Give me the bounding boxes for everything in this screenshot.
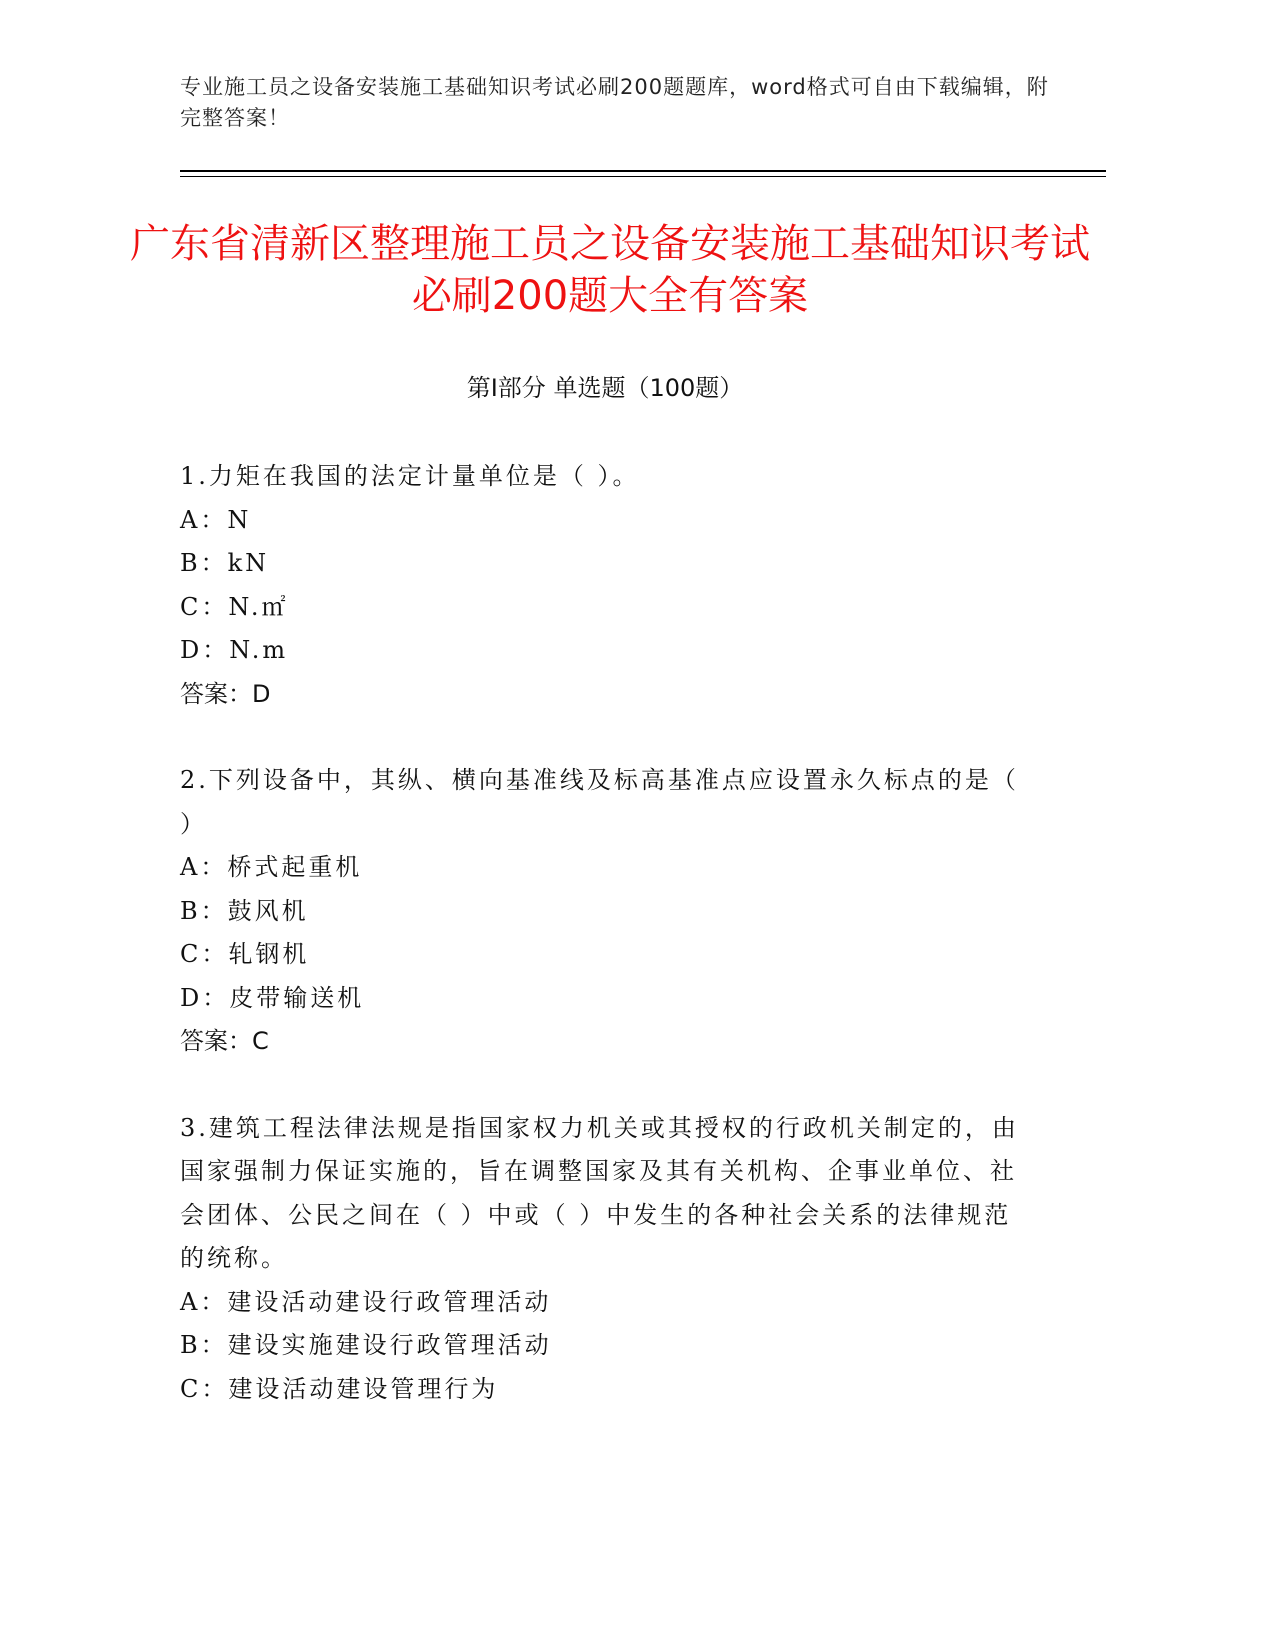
option-c: C：建设活动建设管理行为	[180, 1374, 499, 1403]
answer: 答案：D	[180, 679, 271, 708]
question-1	[180, 455, 1020, 716]
question-stem: 3.建筑工程法律法规是指国家权力机关或其授权的行政机关制定的，由国家强制力保证实施的，旨在调整国家及其有关机构、企事业单位、社会团体、公民之间在（ ）中或（ ）中发生的各种社会关系的法律规范的统称。	[180, 1113, 1019, 1272]
question-list	[180, 455, 1020, 1454]
question-2	[180, 759, 1020, 1064]
document-title: 广东省清新区整理施工员之设备安装施工基础知识考试必刷200题大全有答案	[130, 221, 1090, 319]
header-note: 专业施工员之设备安装施工基础知识考试必刷200题题库，word格式可自由下载编辑，附完整答案！	[180, 75, 1049, 130]
question-stem: 2.下列设备中，其纵、横向基准线及标高基准点应设置永久标点的是（ ）	[180, 766, 1019, 838]
option-c: C：N.㎡	[180, 592, 289, 621]
answer: 答案：C	[180, 1027, 269, 1055]
question-3	[180, 1107, 1020, 1412]
option-d: D：皮带输送机	[180, 983, 365, 1012]
option-a: A：桥式起重机	[180, 853, 363, 881]
option-d: D：N.m	[180, 636, 289, 664]
question-stem: 1.力矩在我国的法定计量单位是（ ）。	[180, 462, 640, 490]
section-title: 第Ⅰ部分 单选题（100题）	[466, 374, 744, 402]
header-divider-thick	[180, 170, 1106, 172]
option-b: B：建设实施建设行政管理活动	[180, 1331, 552, 1359]
header-divider-thin	[180, 176, 1106, 177]
option-a: A：建设活动建设行政管理活动	[180, 1287, 552, 1316]
option-c: C：轧钢机	[180, 940, 310, 968]
option-b: B：鼓风机	[180, 896, 309, 925]
option-b: B：kN	[180, 549, 270, 577]
option-a: A：N	[180, 505, 252, 534]
